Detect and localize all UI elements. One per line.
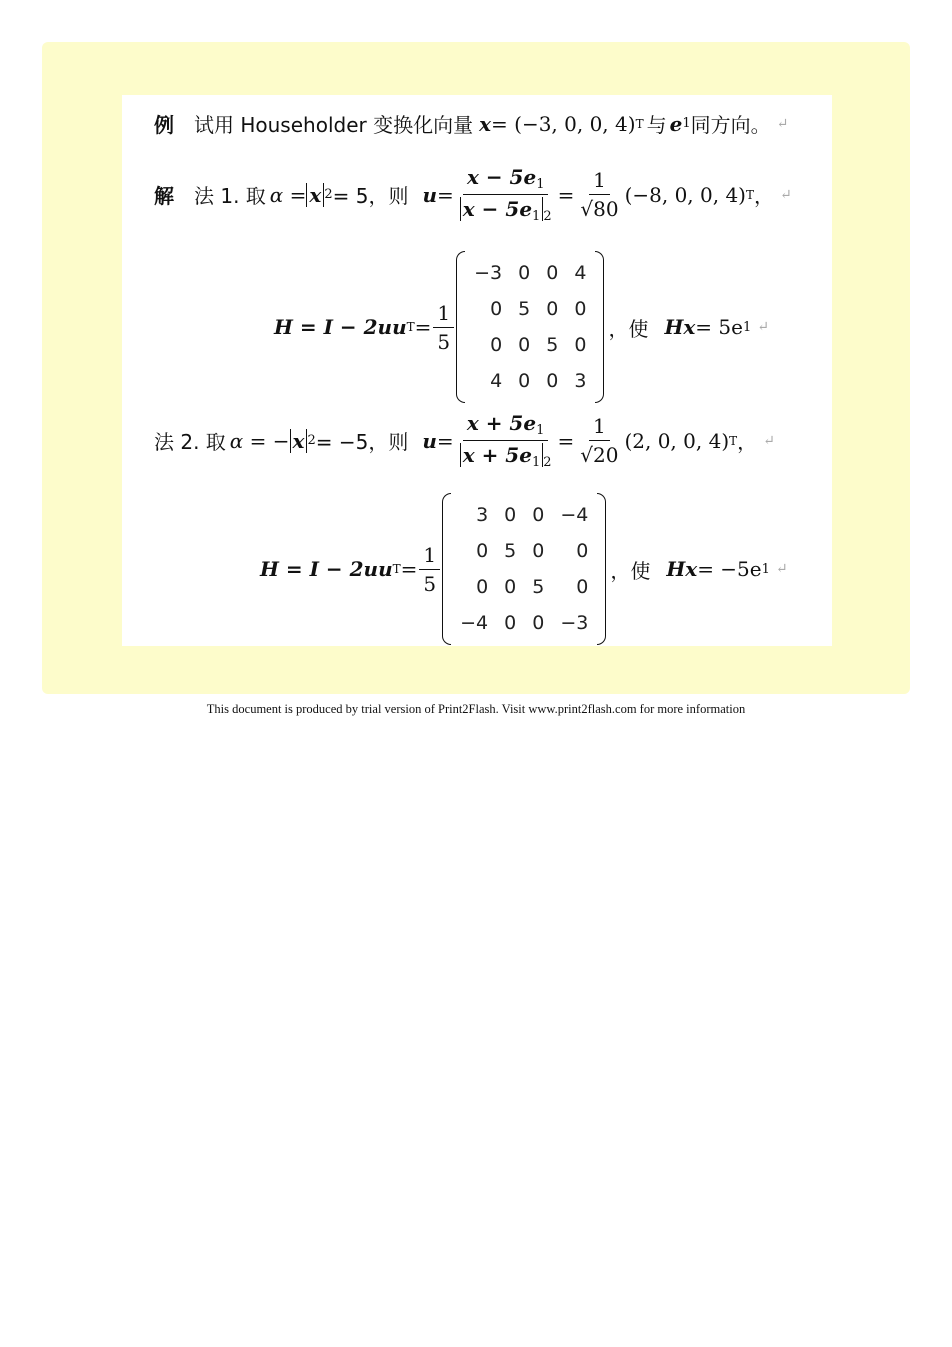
method1-fraction: $\frac{x - 5e_1}{x - 5e_1 _2}$ <box>456 165 556 224</box>
matrix-cell: 0 <box>476 576 489 598</box>
example-transpose: T <box>635 116 644 131</box>
matrix-cell: 0 <box>574 298 587 320</box>
matrix-cell: 0 <box>574 334 587 356</box>
method1-head: 法 1. 取 <box>194 184 266 208</box>
return-mark: ↵ <box>763 432 775 449</box>
example-vector-value: = (−3, 0, 0, 4) <box>491 111 636 136</box>
matrix-cell: 0 <box>532 504 545 526</box>
method1-eq: = <box>557 182 575 207</box>
matrix-cell: 0 <box>546 262 559 284</box>
matrix-cell: 5 <box>546 334 559 356</box>
matrix-cell: 0 <box>532 612 545 634</box>
return-mark: ↵ <box>776 115 789 132</box>
method1-norm-x: x <box>306 183 324 207</box>
method1-norm-sub: 2 <box>324 187 333 202</box>
matrix-cell: 0 <box>504 504 517 526</box>
method1-vector: (−8, 0, 0, 4) <box>624 182 746 207</box>
matrix-cell: 0 <box>504 612 517 634</box>
matrix-cell: 3 <box>476 504 489 526</box>
matrix-cell: 0 <box>532 540 545 562</box>
method2-result: Hx <box>666 557 698 581</box>
matrix-cell: 0 <box>546 370 559 392</box>
matrix-cell: 0 <box>490 334 503 356</box>
matrix-cell: −4 <box>460 612 489 634</box>
method1-line: 解 法 1. 取 α = x 2 = 5，则 u = $\frac{x - 5e_1}{x - 5e_1 _2}$ = $\frac{1}{√80}$ (−8, 0, 0, 4) T ， ↵ <box>154 165 792 224</box>
example-e: e <box>669 111 683 136</box>
matrix-cell: 5 <box>518 298 531 320</box>
method1-H-lhs: H = I − 2uu <box>274 315 407 339</box>
matrix-cell: 4 <box>574 262 587 284</box>
example-prefix: 试用 Householder 变换化向量 <box>194 113 474 137</box>
matrix-cell: 0 <box>504 576 517 598</box>
example-suffix: 同方向。 <box>690 113 771 137</box>
method2-norm-x: x <box>290 429 308 453</box>
method2-coef: $\frac{1}{√20}$ <box>580 414 619 467</box>
matrix-cell: 5 <box>504 540 517 562</box>
matrix-cell: 0 <box>576 540 589 562</box>
method1-u: u <box>422 182 438 207</box>
method1-u-eq: = <box>437 182 454 207</box>
example-vector: x <box>479 111 492 136</box>
content-panel <box>122 95 832 646</box>
method2-alpha: α = − <box>229 428 290 453</box>
example-and: 与 <box>646 113 667 137</box>
method2-u: u <box>422 428 437 453</box>
matrix-cell: 5 <box>532 576 545 598</box>
method1-frac-num: x − 5e <box>466 165 537 189</box>
matrix-cell: 0 <box>546 298 559 320</box>
method2-H-coef: $\frac{1}{5}$ <box>419 543 440 596</box>
matrix-cell: 0 <box>476 540 489 562</box>
method2-line: 法 2. 取 α = − x 2 = −5，则 u = $\frac{x + 5e_1}{x + 5e_1 _2}$ = $\frac{1}{√20}$ (2, 0, 0, 4) T ， ↵ <box>154 411 775 470</box>
return-mark: ↵ <box>775 561 788 577</box>
method1-alpha-value: = 5，则 <box>332 184 409 208</box>
method2-fraction: $\frac{x + 5e_1}{x + 5e_1 _2}$ <box>456 411 556 470</box>
method2-H-lhs: H = I − 2uu <box>260 557 393 581</box>
method1-frac-den: x − 5e <box>462 197 533 221</box>
example-e-sub: 1 <box>682 116 691 131</box>
method2-vector: (2, 0, 0, 4) <box>624 428 730 453</box>
matrix-cell: 0 <box>518 334 531 356</box>
method1-matrix <box>456 251 604 403</box>
method2-matrix-line: H = I − 2uu T = $\frac{1}{5}$ 3 0 0 −4 0 5 0 0 0 0 5 0 −4 0 0 −3 ，使 Hx = −5e 1 ↵ <box>260 493 788 645</box>
method1-alpha: α = <box>269 182 307 207</box>
matrix-cell: 4 <box>490 370 503 392</box>
method1-coef: $\frac{1}{√80}$ <box>580 168 619 221</box>
method2-matrix <box>442 493 606 645</box>
matrix-cell: 0 <box>518 370 531 392</box>
matrix-cell: −3 <box>560 612 589 634</box>
matrix-cell: 0 <box>518 262 531 284</box>
method1-result: Hx <box>664 315 696 339</box>
method2-head: 法 2. 取 <box>154 430 226 454</box>
example-label: 例 <box>154 113 174 137</box>
solution-label: 解 <box>154 184 174 208</box>
example-line <box>154 109 788 138</box>
method1-matrix-line: H = I − 2uu T = $\frac{1}{5}$ −3 0 0 4 0 5 0 0 0 0 5 0 4 0 0 3 ，使 Hx = 5e 1 ↵ <box>274 251 769 403</box>
return-mark: ↵ <box>757 319 769 335</box>
slide-background <box>42 42 910 694</box>
return-mark: ↵ <box>780 186 792 203</box>
matrix-cell: 0 <box>490 298 503 320</box>
matrix-cell: −3 <box>474 262 503 284</box>
method1-H-coef: $\frac{1}{5}$ <box>433 301 454 354</box>
matrix-cell: −4 <box>560 504 589 526</box>
trial-footer: This document is produced by trial version of Print2Flash. Visit www.print2flash.com for more information <box>206 702 746 716</box>
matrix-cell: 0 <box>576 576 589 598</box>
matrix-cell: 3 <box>574 370 587 392</box>
